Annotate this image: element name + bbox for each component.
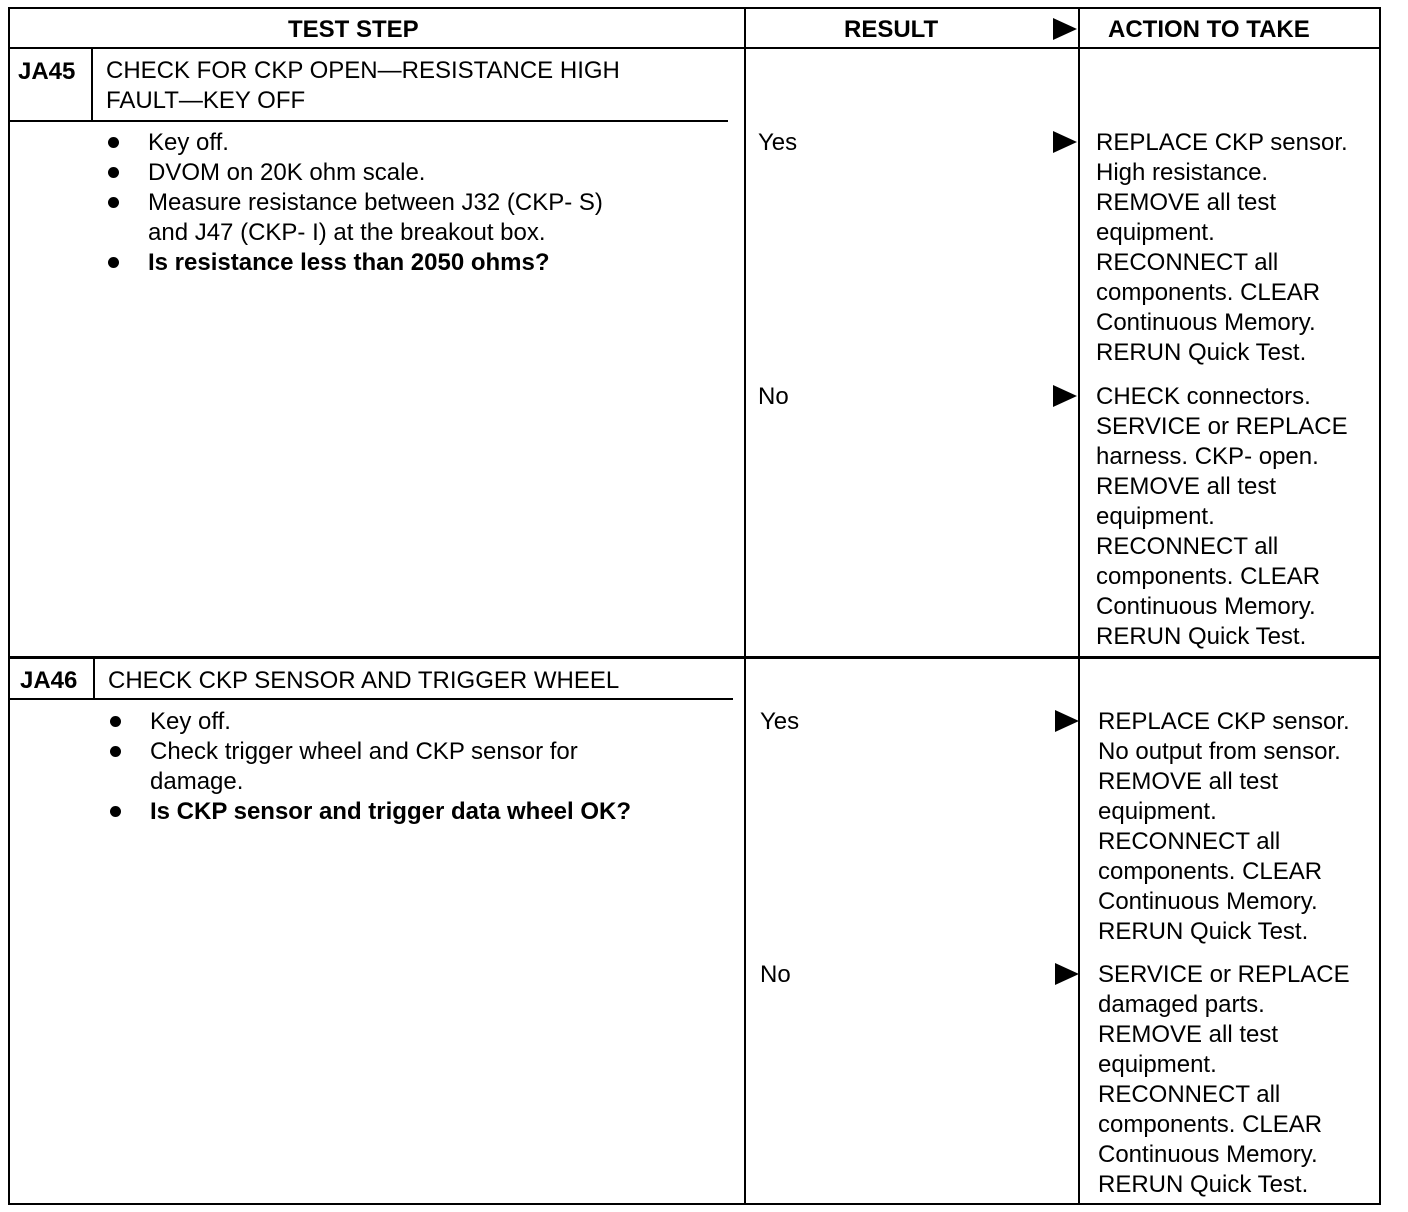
table-border-right bbox=[1379, 7, 1381, 1204]
step-separator bbox=[8, 656, 1381, 659]
action-text: REPLACE CKP sensor. No output from sensor. REMOVE all test equipment. RECONNECT all components. CLEAR Continuous Memory. RERUN Quick Test. bbox=[1098, 708, 1350, 945]
bullet-icon bbox=[108, 167, 119, 178]
bullet-icon bbox=[108, 257, 119, 268]
result-label: No bbox=[758, 383, 789, 410]
column-divider-action bbox=[1078, 7, 1080, 1204]
table-border-left bbox=[8, 7, 10, 1204]
step-title: CHECK CKP SENSOR AND TRIGGER WHEEL bbox=[108, 667, 620, 694]
action-text: SERVICE or REPLACE damaged parts. REMOVE all test equipment. RECONNECT all components. CLEAR Continuous Memory. RERUN Quick Test. bbox=[1098, 961, 1350, 1198]
bullet-question: Is CKP sensor and trigger data wheel OK? bbox=[150, 798, 632, 825]
result-arrow-icon bbox=[1055, 710, 1079, 732]
result-label: Yes bbox=[760, 708, 800, 735]
result-label: No bbox=[760, 961, 791, 988]
action-text: CHECK connectors. SERVICE or REPLACE harness. CKP- open. REMOVE all test equipment. RECONNECT all components. CLEAR Continuous Memory. RERUN Quick Test. bbox=[1096, 383, 1348, 650]
step-title: CHECK FOR CKP OPEN—RESISTANCE HIGH FAULT—KEY OFF bbox=[106, 57, 620, 114]
header-arrow-icon bbox=[1053, 18, 1077, 40]
bullet-icon bbox=[110, 806, 121, 817]
result-label: Yes bbox=[758, 129, 798, 156]
table-border-top bbox=[8, 7, 1380, 9]
action-text: REPLACE CKP sensor. High resistance. REMOVE all test equipment. RECONNECT all components. CLEAR Continuous Memory. RERUN Quick Test. bbox=[1096, 129, 1348, 366]
bullet-icon bbox=[110, 746, 121, 757]
result-arrow-icon bbox=[1055, 963, 1079, 985]
header-result: RESULT bbox=[844, 16, 939, 43]
bullet-text: DVOM on 20K ohm scale. bbox=[148, 159, 426, 186]
step-id-divider-ja46 bbox=[93, 659, 95, 699]
table-border-bottom bbox=[8, 1203, 1381, 1205]
bullet-icon bbox=[110, 716, 121, 727]
step-id-divider-ja45 bbox=[91, 49, 93, 121]
header-test-step: TEST STEP bbox=[288, 16, 419, 43]
step-id: JA46 bbox=[20, 667, 78, 694]
bullet-question: Is resistance less than 2050 ohms? bbox=[148, 249, 550, 276]
header-bottom-rule bbox=[8, 47, 1380, 49]
result-arrow-icon bbox=[1053, 131, 1077, 153]
bullet-icon bbox=[108, 137, 119, 148]
bullet-icon bbox=[108, 197, 119, 208]
step-title-bottom-ja46 bbox=[8, 698, 733, 700]
header-action-to-take: ACTION TO TAKE bbox=[1108, 16, 1310, 43]
bullet-text: Key off. bbox=[150, 708, 231, 735]
bullet-text: Measure resistance between J32 (CKP- S) and J47 (CKP- I) at the breakout box. bbox=[148, 189, 603, 246]
step-id: JA45 bbox=[18, 58, 76, 85]
column-divider-result bbox=[744, 7, 746, 1204]
result-arrow-icon bbox=[1053, 385, 1077, 407]
bullet-text: Key off. bbox=[148, 129, 229, 156]
bullet-text: Check trigger wheel and CKP sensor for damage. bbox=[150, 738, 578, 795]
step-title-bottom-ja45 bbox=[8, 120, 728, 122]
